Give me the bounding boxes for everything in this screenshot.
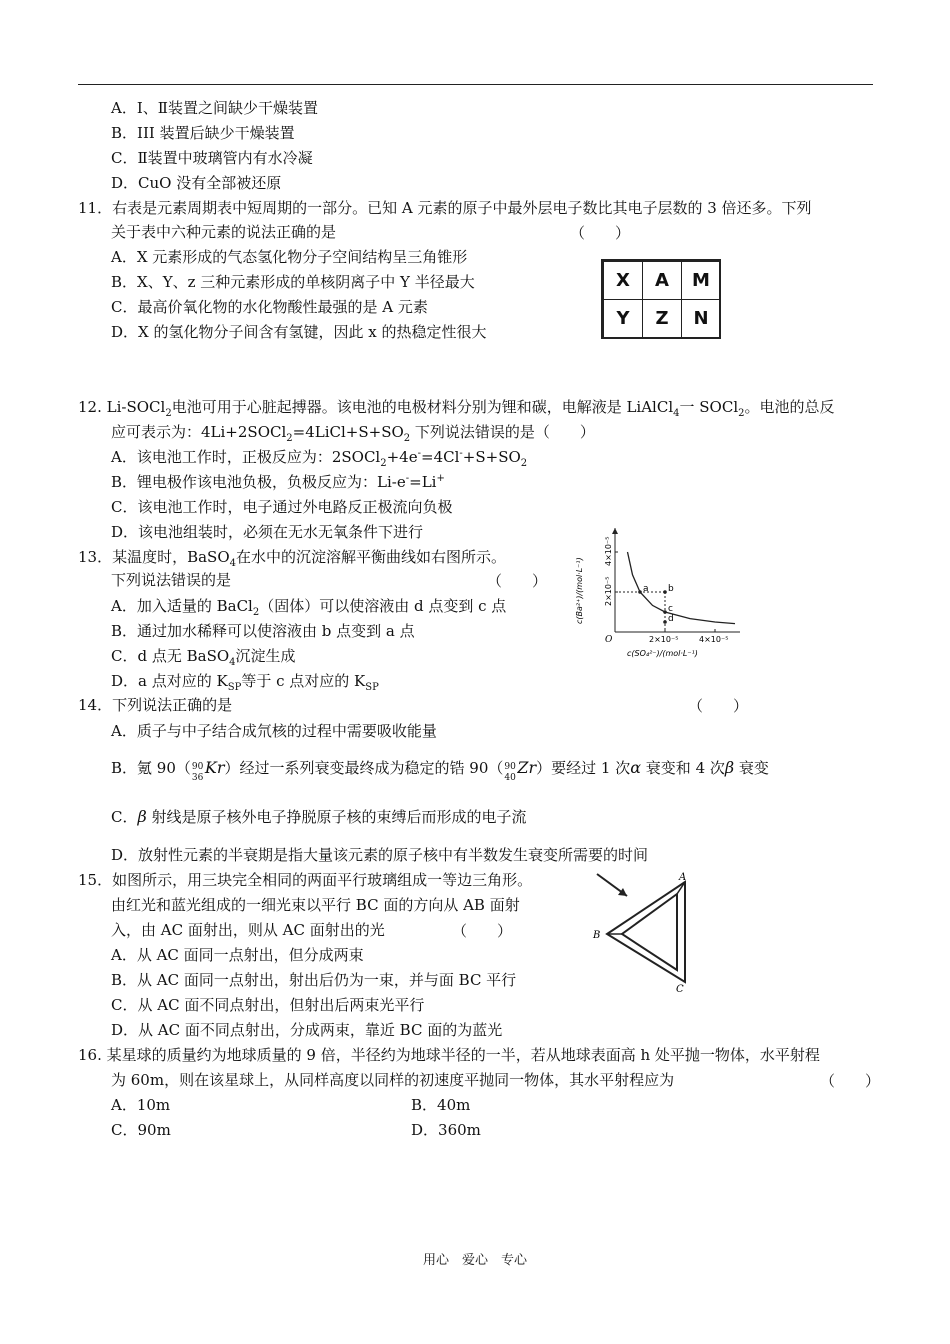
q11-option-b: B．X、Y、z 三种元素形成的单核阴离子中 Y 半径最大: [111, 273, 475, 291]
q11-stem-line1: 11．右表是元素周期表中短周期的一部分。已知 A 元素的原子中最外层电子数比其电子层数的 3 倍还多。下列: [78, 199, 812, 217]
table-cell-y: Y: [603, 299, 643, 338]
q12-stem-line1: 12. Li-SOCl$_2$电池可用于心脏起搏器。该电池的电极材料分别为锂和碳，电解液是 LiAlCl$_4$一 SOCl$_2$。电池的总反: [78, 398, 835, 419]
q13-option-b: B．通过加水稀释可以使溶液由 b 点变到 a 点: [111, 622, 415, 640]
q11-answer-paren: （ ）: [570, 224, 631, 242]
table-cell-a: A: [642, 261, 682, 300]
q15-option-c: C．从 AC 面不同点射出，但射出后两束光平行: [111, 996, 425, 1014]
q12-option-a: A．该电池工作时，正极反应为：$2SOCl_2+4e^-=4Cl^-+S+SO_2$: [111, 448, 528, 469]
q14-answer-paren: （ ）: [688, 697, 749, 715]
x-axis-label: c(SO₄²⁻)/(mol·L⁻¹): [627, 649, 698, 658]
header-rule: [78, 84, 873, 85]
q10-option-c: C．Ⅱ装置中玻璃管内有水冷凝: [111, 149, 313, 167]
point-label-d: d: [668, 614, 674, 624]
q12-option-d: D．该电池组装时，必须在无水无氧条件下进行: [111, 523, 424, 541]
table-cell-n: N: [681, 299, 721, 338]
q13-option-c: C．d 点无 BaSO$_4$沉淀生成: [111, 647, 296, 668]
q10-option-b: B．III 装置后缺少干燥装置: [111, 124, 295, 142]
q13-answer-paren: （ ）: [487, 572, 548, 590]
q13-stem-line1: 13．某温度时，BaSO$_4$在水中的沉淀溶解平衡曲线如右图所示。: [78, 548, 507, 569]
q15-answer-paren: （ ）: [452, 922, 513, 940]
label-b: B: [593, 930, 601, 941]
kr-nuclide-numbers: 90 36: [191, 762, 204, 783]
point-a: [638, 590, 642, 594]
q12-option-b: B．锂电极作该电池负极，负极反应为：Li-e-=Li+: [111, 473, 445, 491]
q14-stem: 14．下列说法正确的是: [78, 696, 233, 714]
q15-stem-line2: 由红光和蓝光组成的一细光束以平行 BC 面的方向从 AB 面射: [111, 896, 520, 914]
zr-nuclide-numbers: 90 40: [504, 762, 516, 783]
x-tick-label: 4×10⁻⁵: [699, 635, 729, 644]
q11-stem-line2: 关于表中六种元素的说法正确的是: [111, 223, 337, 241]
q15-option-b: B．从 AC 面同一点射出，射出后仍为一束，并与面 BC 平行: [111, 971, 517, 989]
table-cell-x: X: [603, 261, 643, 300]
glass-triangle-figure: [585, 868, 695, 993]
q14-option-c: C．β 射线是原子核外电子挣脱原子核的束缚后而形成的电子流: [111, 807, 527, 826]
q13-option-a: A．加入适量的 BaCl$_2$（固体）可以使溶液由 d 点变到 c 点: [111, 597, 507, 618]
point-label-a: a: [643, 584, 649, 594]
y-tick-label: 4×10⁻⁵: [604, 536, 613, 566]
q16-option-c: C．90m: [111, 1121, 171, 1139]
q11-option-a: A．X 元素形成的气态氢化物分子空间结构呈三角锥形: [111, 248, 468, 266]
q15-stem-line1: 15．如图所示，用三块完全相同的两面平行玻璃组成一等边三角形。: [78, 871, 533, 889]
q10-option-a: A．I、Ⅱ装置之间缺少干燥装置: [111, 99, 318, 117]
table-cell-m: M: [681, 261, 721, 300]
q16-answer-paren: （ ）: [820, 1072, 881, 1090]
point-c: [663, 610, 667, 614]
point-label-c: c: [668, 604, 673, 614]
q13-option-d: D．a 点对应的 $K_{SP}$等于 c 点对应的 $K_{SP}$: [111, 672, 379, 693]
label-c: C: [676, 984, 684, 993]
table-cell-z: Z: [642, 299, 682, 338]
page-footer: 用心 爱心 专心: [422, 1253, 527, 1268]
label-a: A: [679, 872, 687, 883]
q11-option-d: D．X 的氢化物分子间含有氢键，因此 x 的热稳定性很大: [111, 323, 487, 341]
q12-stem-line2: 应可表示为：$4Li+2SOCl_2=4LiCl+S+SO_2$ 下列说法错误的是（ ）: [111, 423, 595, 444]
point-d: [663, 620, 667, 624]
q15-option-d: D．从 AC 面不同点射出，分成两束，靠近 BC 面的为蓝光: [111, 1021, 503, 1039]
y-axis-label: c(Ba²⁺)/(mol·L⁻¹): [575, 557, 584, 624]
q16-option-a: A．10m: [111, 1096, 171, 1114]
x-tick-label: 2×10⁻⁵: [649, 635, 679, 644]
q11-option-c: C．最高价氧化物的水化物酸性最强的是 A 元素: [111, 298, 428, 316]
point-label-b: b: [668, 584, 674, 594]
q14-option-b: B．氪 90（ 90 36 Kr）经过一系列衰变最终成为稳定的锆 90（ 90 40 Zr）要经过 1 次α 衰变和 4 次β 衰变: [111, 758, 769, 783]
q12-option-c: C．该电池工作时，电子通过外电路反正极流向负极: [111, 498, 453, 516]
q13-stem-line2: 下列说法错误的是: [111, 571, 232, 589]
q16-stem-line1: 16. 某星球的质量约为地球质量的 9 倍，半径约为地球半径的一半，若从地球表面高 h 处平抛一物体，水平射程: [78, 1046, 820, 1064]
q14-option-a: A．质子与中子结合成氘核的过程中需要吸收能量: [111, 722, 437, 740]
q16-option-b: B．40m: [411, 1096, 471, 1114]
y-axis-arrow: [612, 528, 618, 534]
q16-option-d: D．360m: [411, 1121, 481, 1139]
periodic-table-fragment: [601, 259, 721, 339]
q14-option-d: D．放射性元素的半衰期是指大量该元素的原子核中有半数发生衰变所需要的时间: [111, 846, 649, 864]
q15-option-a: A．从 AC 面同一点射出，但分成两束: [111, 946, 364, 964]
chart-origin: O: [605, 635, 613, 645]
q16-stem-line2: 为 60m，则在该星球上，从同样高度以同样的初速度平抛同一物体，其水平射程应为: [111, 1071, 675, 1089]
q10-option-d: D．CuO 没有全部被还原: [111, 174, 282, 192]
q15-stem-line3: 入，由 AC 面射出，则从 AC 面射出的光: [111, 921, 385, 939]
point-b: [663, 590, 667, 594]
solubility-equilibrium-chart: [560, 522, 740, 662]
y-tick-label: 2×10⁻⁵: [604, 576, 613, 606]
